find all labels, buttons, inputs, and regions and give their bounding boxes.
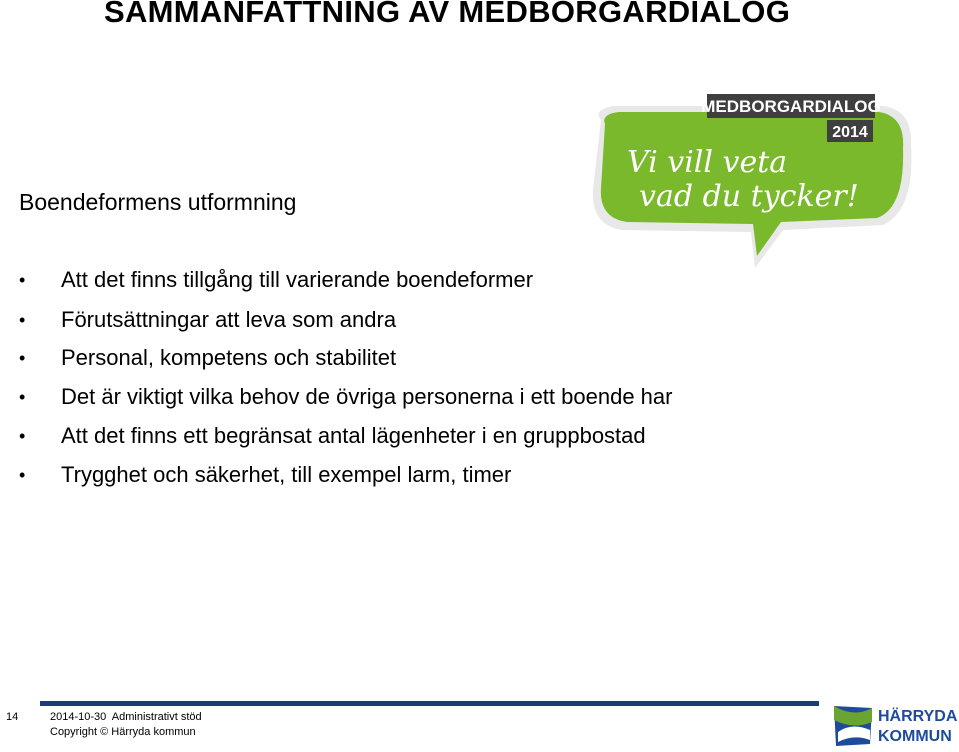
slide-subtitle: Boendeformens utformning — [19, 189, 297, 215]
banner-text: MEDBORGARDIALOG — [701, 97, 881, 116]
bullet-symbol: • — [19, 387, 26, 407]
bullet-symbol: • — [19, 270, 26, 290]
kommun-line2: KOMMUN — [878, 728, 952, 745]
page-number: 14 — [6, 711, 19, 723]
footer-copyright: Copyright © Härryda kommun — [50, 726, 196, 738]
slide-title: SAMMANFATTNING AV MEDBORGARDIALOG — [104, 0, 791, 29]
footer-meta — [50, 710, 202, 740]
bullet-text: Att det finns ett begränsat antal lägenheter i en gruppbostad — [61, 423, 646, 448]
bullet-text: Det är viktigt vilka behov de övriga personerna i ett boende har — [61, 384, 673, 409]
slogan-line1: Vi vill veta — [627, 145, 788, 180]
harryda-kommun-logo — [832, 700, 959, 750]
bullet-text: Personal, kompetens och stabilitet — [61, 345, 397, 370]
bullet-symbol: • — [19, 426, 26, 446]
medborgardialog-logo — [583, 90, 923, 270]
kommun-emblem-icon — [834, 706, 872, 746]
bullet-symbol: • — [19, 348, 26, 368]
kommun-line1: HÄRRYDA — [878, 708, 958, 725]
footer-date: 2014-10-30 Administrativt stöd — [50, 711, 202, 723]
bullet-symbol: • — [19, 310, 26, 330]
bullet-text: Att det finns tillgång till varierande boendeformer — [61, 267, 534, 292]
slogan-line2: vad du tycker! — [639, 179, 859, 214]
bullet-text: Trygghet och säkerhet, till exempel larm, timer — [61, 462, 512, 487]
footer-divider — [40, 701, 819, 706]
year-text: 2014 — [832, 124, 868, 141]
bullet-symbol: • — [19, 465, 26, 485]
bullet-text: Förutsättningar att leva som andra — [61, 307, 397, 332]
